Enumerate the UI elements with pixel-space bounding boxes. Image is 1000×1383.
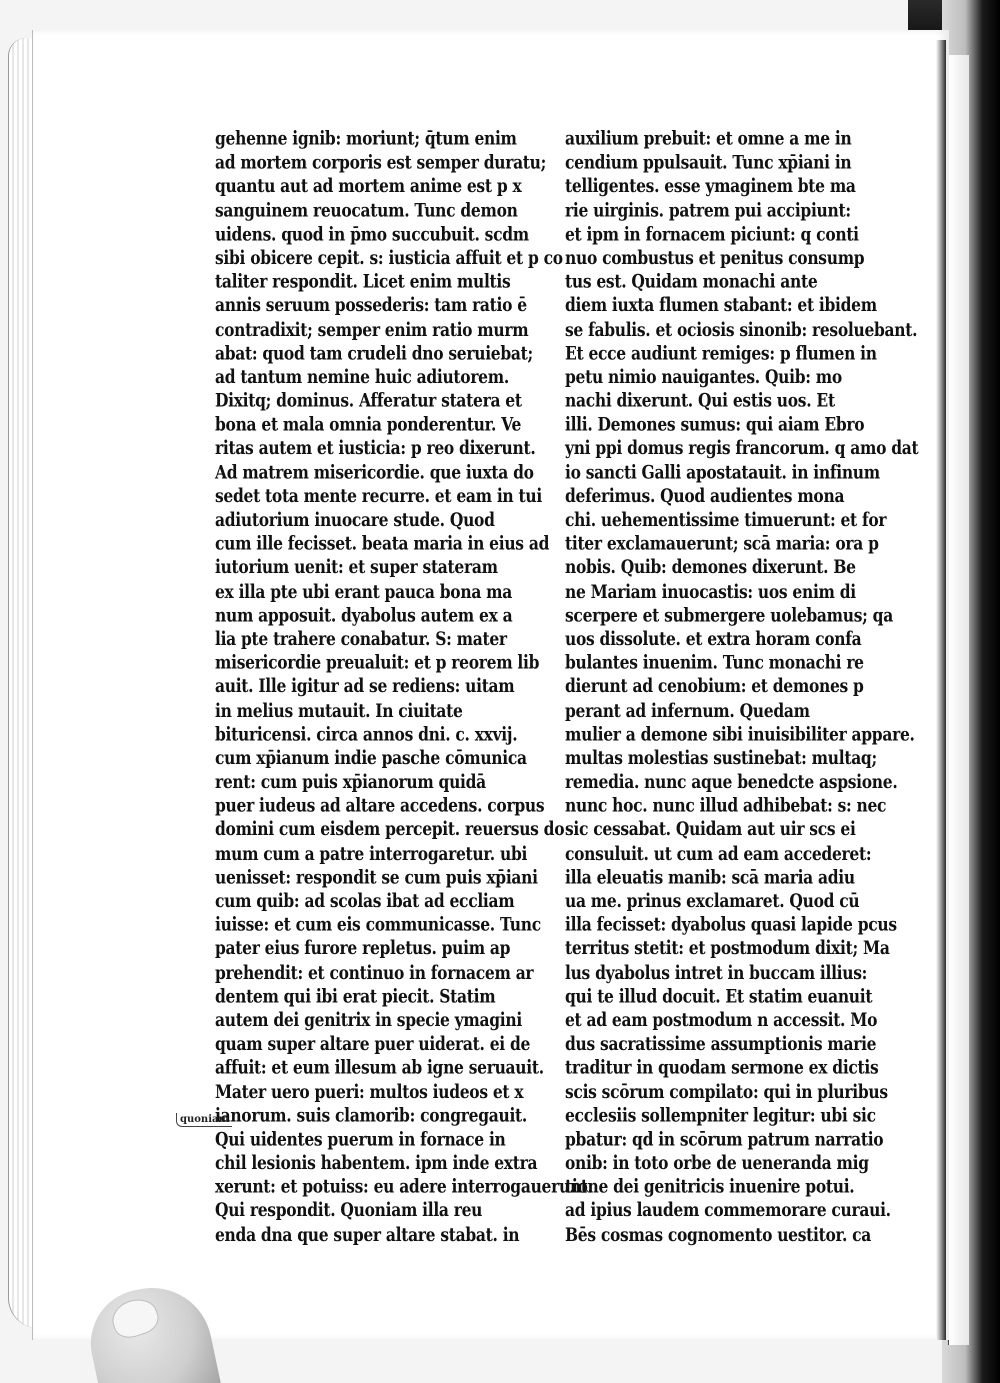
text-line: annis seruum possederis: tam ratio ē: [215, 293, 527, 317]
text-line: diem iuxta flumen stabant: et ibidem: [565, 293, 877, 317]
text-line: perant ad infernum. Quedam: [565, 698, 810, 722]
text-line: taliter respondit. Licet enim multis: [215, 269, 511, 293]
text-line: dus sacratissime assumptionis marie: [565, 1032, 877, 1055]
text-line: sedet tota mente recurre. et eam in tui: [215, 484, 542, 507]
text-column-left: [215, 127, 593, 1247]
text-line: pater eius furore repletus. puim ap: [215, 936, 511, 960]
text-line: titer exclamauerunt; scā maria: ora p: [565, 531, 879, 555]
text-line: dentem qui ibi erat piecit. Statim: [215, 984, 496, 1007]
text-line: territus stetit: et postmodum dixit; Ma: [565, 936, 890, 960]
text-line: telligentes. esse ymaginem bte ma: [565, 174, 856, 198]
text-line: et ad eam postmodum n accessit. Mo: [565, 1008, 878, 1031]
text-line: adiutorium inuocare stude. Quod: [215, 508, 495, 531]
text-line: illi. Demones sumus: qui aiam Ebro: [565, 412, 865, 436]
text-line: puer iudeus ad altare accedens. corpus: [215, 793, 545, 817]
text-line: in melius mutauit. In ciuitate: [215, 698, 463, 722]
text-line: ad tantum nemine huic adiutorem.: [215, 365, 509, 388]
text-line: affuit: et eum illesum ab igne seruauit.: [215, 1056, 544, 1079]
text-line: auit. Ille igitur ad se rediens: uitam: [215, 674, 515, 698]
text-line: lus dyabolus intret in buccam illius:: [565, 960, 868, 984]
text-line: petu nimio nauigantes. Quib: mo: [565, 365, 842, 388]
text-line: rent: cum puis xp̄ianorum quidā: [215, 770, 486, 793]
text-line: misericordie preualuit: et p reorem lib: [215, 651, 540, 674]
text-line: scis scōrum compilato: qui in pluribus: [565, 1079, 888, 1103]
text-line: illa eleuatis manib: scā maria adiu: [565, 865, 855, 888]
text-line: yni ppi domus regis francorum. q amo dat: [565, 436, 919, 460]
text-line: uos dissolute. et extra horam confa: [565, 627, 862, 650]
text-line: sibi obicere cepit. s: iusticia affuit et p co: [215, 246, 563, 269]
text-line: bituricensi. circa annos dni. c. xxvij.: [215, 722, 518, 745]
text-line: prehendit: et continuo in fornacem ar: [215, 960, 534, 984]
text-line: abat: quod tam crudeli dno seruiebat;: [215, 341, 533, 364]
text-line: multas molestias sustinebat: multaq;: [565, 746, 877, 769]
text-line: Ad matrem misericordie. que iuxta do: [215, 460, 534, 483]
text-line: uenisset: respondit se cum puis xp̄iani: [215, 865, 538, 888]
text-line: rie uirginis. patrem pui accipiunt:: [565, 198, 851, 221]
text-line: ex illa pte ubi erant pauca bona ma: [215, 579, 513, 603]
text-line: autem dei genitrix in specie ymagini: [215, 1008, 522, 1031]
text-line: quam super altare puer uiderat. ei de: [215, 1032, 531, 1055]
margin-annotation: quoniam: [176, 1113, 232, 1127]
text-line: Et ecce audiunt remiges: p flumen in: [565, 341, 877, 364]
text-line: chil lesionis habentem. ipm inde extra: [215, 1151, 538, 1174]
text-line: bulantes inuenim. Tunc monachi re: [565, 651, 864, 674]
text-line: chi. uehementissime timuerunt: et for: [565, 508, 887, 531]
text-line: lia pte trahere conabatur. S: mater: [215, 627, 507, 650]
text-line: Qui uidentes puerum in fornace in: [215, 1127, 506, 1150]
text-line: Bēs cosmas cognomento uestitor. ca: [565, 1222, 872, 1246]
text-line: num apposuit. dyabolus autem ex a: [215, 603, 513, 626]
text-line: se fabulis. et ociosis sinonib: resoluebant.: [565, 317, 918, 340]
text-line: dierunt ad cenobium: et demones p: [565, 674, 864, 698]
text-line: mulier a demone sibi inuisibiliter appare.: [565, 722, 915, 745]
text-line: uidens. quod in p̄mo succubuit. scdm: [215, 222, 529, 245]
text-line: ne Mariam inuocastis: uos enim di: [565, 579, 856, 603]
text-line: cum quib: ad scolas ibat ad eccliam: [215, 889, 515, 912]
text-line: enda dna que super altare stabat. in: [215, 1222, 520, 1246]
text-line: auxilium prebuit: et omne a me in: [565, 127, 852, 150]
text-line: et ipm in fornacem piciunt: q conti: [565, 222, 859, 245]
text-line: tione dei genitricis inuenire potui.: [565, 1175, 855, 1198]
text-line: Mater uero pueri: multos iudeos et x: [215, 1079, 524, 1103]
text-line: cum xp̄ianum indie pasche cōmunica: [215, 746, 527, 769]
text-line: consuluit. ut cum ad eam accederet:: [565, 841, 872, 865]
text-line: nachi dixerunt. Qui estis uos. Et: [565, 389, 835, 412]
text-line: scerpere et submergere uolebamus; qa: [565, 603, 893, 626]
text-line: tus est. Quidam monachi ante: [565, 269, 818, 293]
text-line: quantu aut ad mortem anime est p x: [215, 174, 522, 198]
text-line: onib: in toto orbe de ueneranda mig: [565, 1151, 869, 1174]
text-line: deferimus. Quod audientes mona: [565, 484, 845, 507]
text-line: cum ille fecisset. beata maria in eius ad: [215, 531, 550, 555]
text-line: mum cum a patre interrogaretur. ubi: [215, 841, 528, 865]
text-line: nobis. Quib: demones dixerunt. Be: [565, 555, 856, 579]
text-line: sanguinem reuocatum. Tunc demon: [215, 198, 518, 221]
text-line: nuo combustus et penitus consump: [565, 246, 865, 269]
text-line: iuisse: et cum eis communicasse. Tunc: [215, 913, 541, 936]
text-line: ecclesiis sollempniter legitur: ubi sic: [565, 1103, 876, 1127]
text-line: cendium ppulsauit. Tunc xp̄iani in: [565, 150, 852, 174]
page-fold-shadow: [936, 40, 946, 1340]
text-line: io sancti Galli apostatauit. in infinum: [565, 460, 880, 483]
text-line: contradixit; semper enim ratio murm: [215, 317, 529, 340]
text-line: gehenne ignib: moriunt; q̄tum enim: [215, 127, 517, 150]
text-line: illa fecisset: dyabolus quasi lapide pcus: [565, 913, 897, 936]
text-line: xerunt: et potuiss: eu adere interrogauerunt.: [215, 1175, 593, 1198]
text-line: ianorum. suis clamorib: congregauit.: [215, 1103, 527, 1127]
text-line: ad ipius laudem commemorare curaui.: [565, 1198, 891, 1222]
text-line: Qui respondit. Quoniam illa reu: [215, 1198, 483, 1222]
text-line: bona et mala omnia ponderentur. Ve: [215, 412, 522, 436]
facing-page-edge: [948, 55, 969, 1345]
text-line: nunc hoc. nunc illud adhibebat: s: nec: [565, 793, 887, 817]
text-column-right: [565, 127, 919, 1247]
text-line: ritas autem et iusticia: p reo dixerunt.: [215, 436, 536, 460]
text-line: Dixitq; dominus. Afferatur statera et: [215, 389, 522, 412]
text-line: remedia. nunc aque benedcte aspsione.: [565, 770, 898, 793]
text-line: qui te illud docuit. Et statim euanuit: [565, 984, 873, 1007]
text-line: ua me. prinus exclamaret. Quod cū: [565, 889, 860, 912]
text-line: ad mortem corporis est semper duratu;: [215, 150, 547, 174]
text-line: domini cum eisdem percepit. reuersus do: [215, 817, 565, 841]
text-line: traditur in quodam sermone ex dictis: [565, 1056, 879, 1079]
text-line: pbatur: qd in scōrum patrum narratio: [565, 1127, 884, 1150]
text-line: sic cessabat. Quidam aut uir scs ei: [565, 817, 856, 841]
text-line: iutorium uenit: et super stateram: [215, 555, 498, 579]
